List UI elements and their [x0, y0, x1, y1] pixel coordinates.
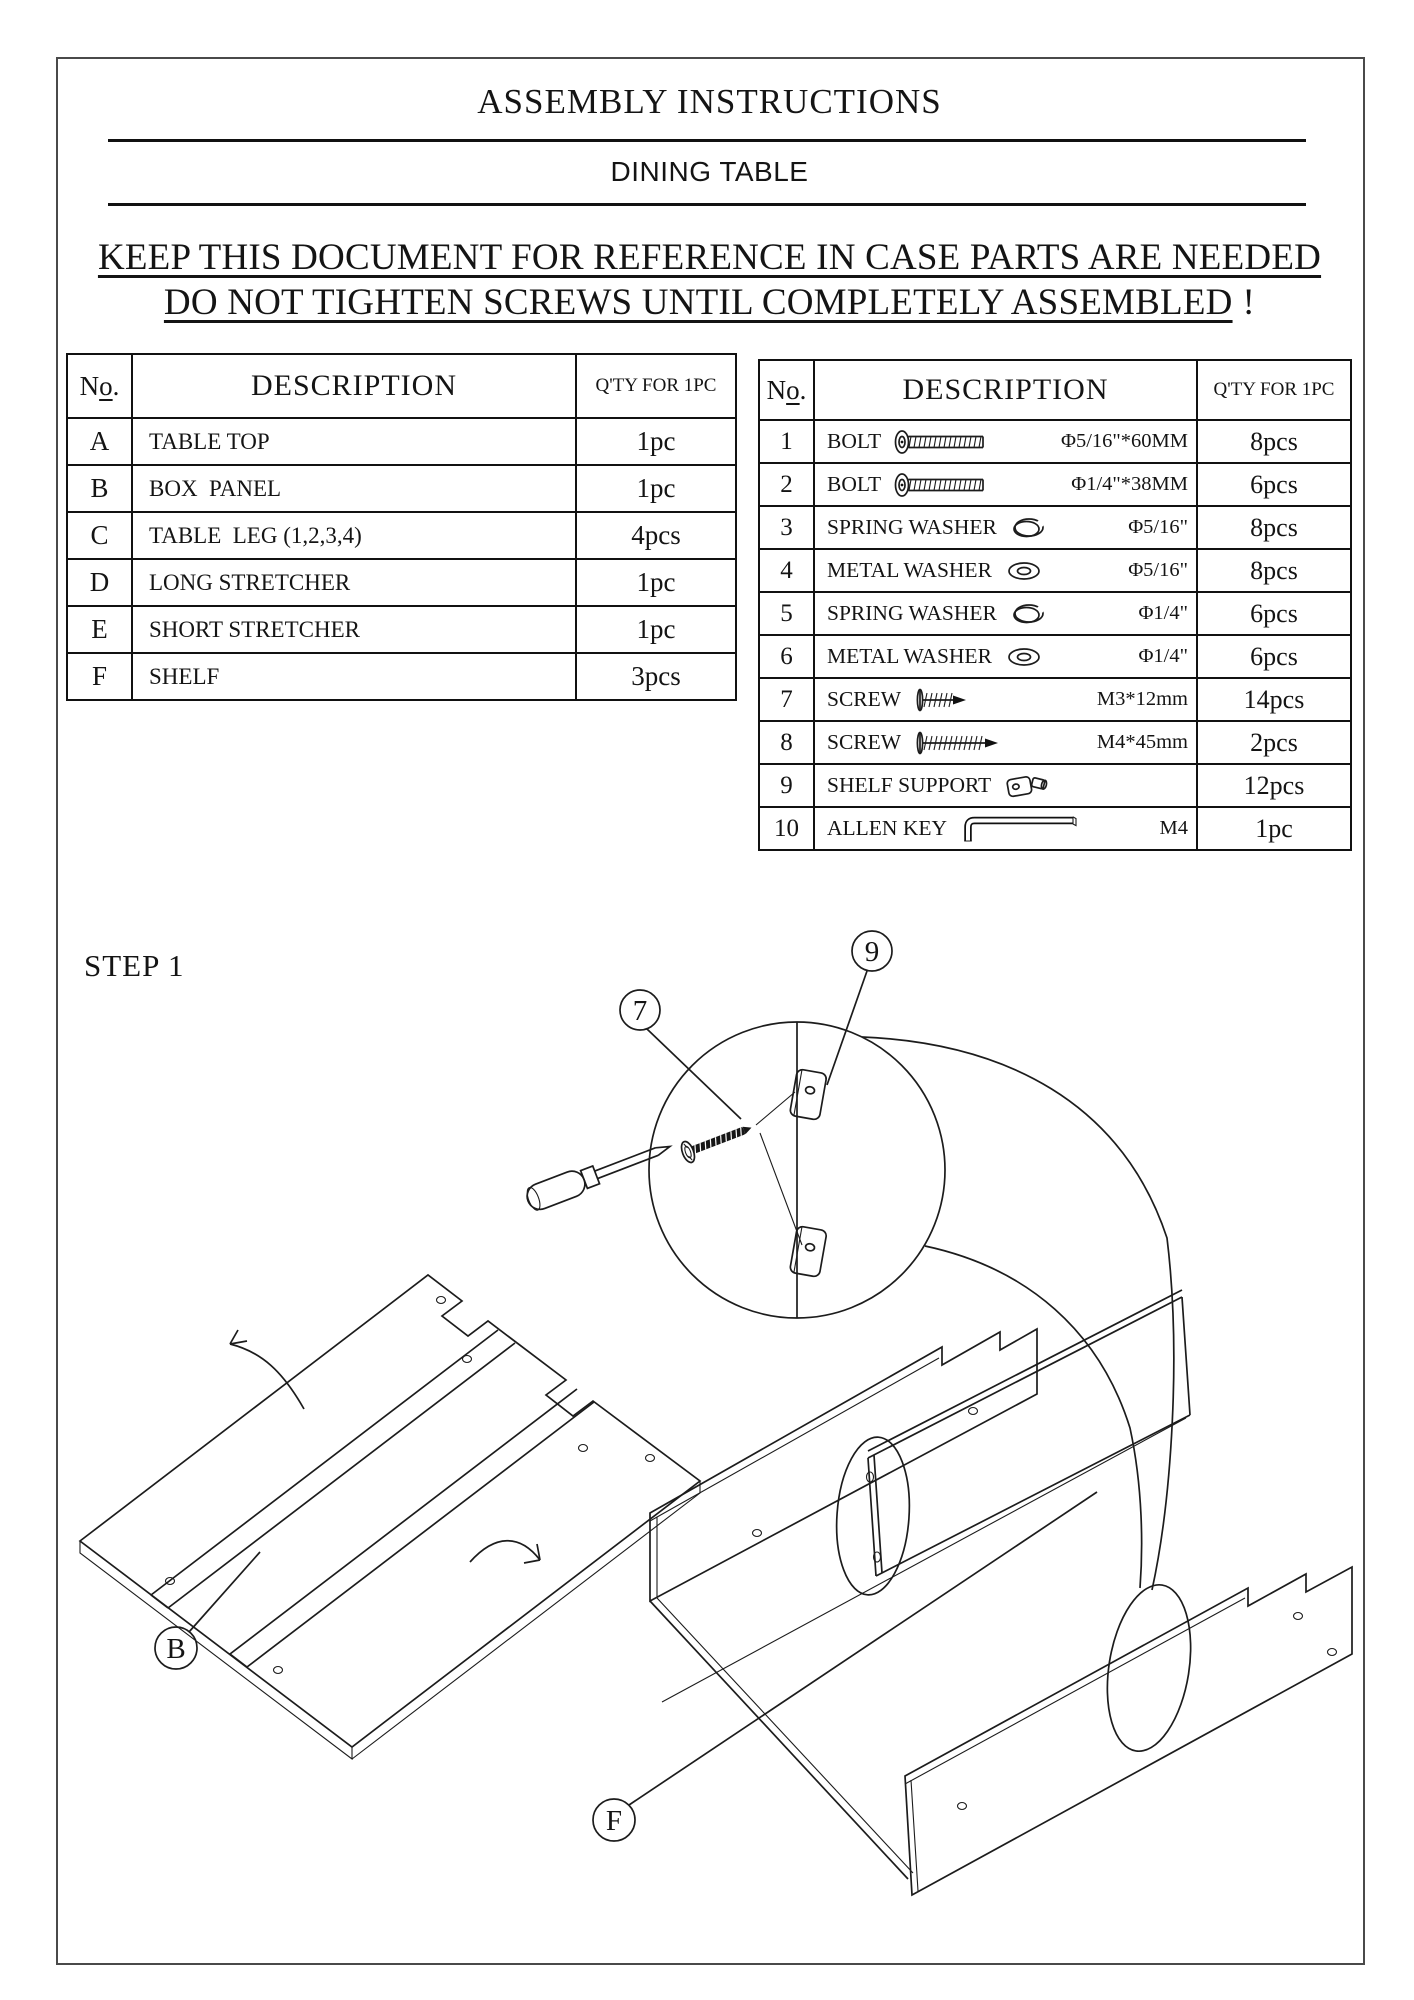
table-row: 5 SPRING WASHER Φ1/4" 6pcs — [759, 592, 1351, 635]
highlight-ellipse-right — [1096, 1579, 1201, 1757]
col-header-description: DESCRIPTION — [814, 360, 1197, 420]
callout-f-label: F — [605, 1805, 623, 1837]
callout-shelf-support — [827, 931, 892, 1085]
table-row: 6 METAL WASHER Φ1/4" 6pcs — [759, 635, 1351, 678]
col-header-no: No. — [759, 360, 814, 420]
col-header-qty: Q'TY FOR 1PC — [1197, 360, 1351, 420]
callout-screw — [620, 990, 741, 1119]
table-row: F SHELF 3pcs — [67, 653, 736, 700]
col-header-no: No. — [67, 354, 132, 418]
callout-shelf — [593, 1492, 1097, 1841]
page-subtitle: DINING TABLE — [610, 156, 809, 187]
table-row: 9 SHELF SUPPORT 12pcs — [759, 764, 1351, 807]
warning-line-1: KEEP THIS DOCUMENT FOR REFERENCE IN CASE PARTS ARE NEEDED — [97, 237, 1322, 278]
fold-arrow-icon — [470, 1541, 540, 1563]
table-row: B BOX PANEL 1pc — [67, 465, 736, 512]
warning-line-2: DO NOT TIGHTEN SCREWS UNTIL COMPLETELY ASSEMBLED ! — [163, 282, 1256, 323]
table-row: 8 SCREW M4*45mm 2pcs — [759, 721, 1351, 764]
table-row: 1 BOLT Φ5/16"*60MM 8pcs — [759, 420, 1351, 463]
col-header-qty: Q'TY FOR 1PC — [576, 354, 736, 418]
table-row: D LONG STRETCHER 1pc — [67, 559, 736, 606]
table-row: 7 SCREW M3*12mm 14pcs — [759, 678, 1351, 721]
callout-b-label: B — [166, 1633, 186, 1665]
detail-view-circle — [523, 1022, 945, 1318]
box-assembly-drawing — [650, 1290, 1352, 1895]
step-1-label: STEP 1 — [84, 948, 185, 983]
page-title: ASSEMBLY INSTRUCTIONS — [477, 82, 942, 121]
table-row: C TABLE LEG (1,2,3,4) 4pcs — [67, 512, 736, 559]
highlight-ellipse-left — [832, 1435, 915, 1598]
table-row: 4 METAL WASHER Φ5/16" 8pcs — [759, 549, 1351, 592]
col-header-description: DESCRIPTION — [132, 354, 576, 418]
screw-drawing — [679, 1117, 756, 1164]
table-row: E SHORT STRETCHER 1pc — [67, 606, 736, 653]
callout-7-label: 7 — [632, 995, 648, 1027]
callout-9-label: 9 — [864, 936, 880, 968]
table-row: 2 BOLT Φ1/4"*38MM 6pcs — [759, 463, 1351, 506]
box-panel-drawing — [80, 1275, 700, 1759]
table-row: A TABLE TOP 1pc — [67, 418, 736, 465]
table-row: 3 SPRING WASHER Φ5/16" 8pcs — [759, 506, 1351, 549]
table-row: 10 ALLEN KEY M4 1pc — [759, 807, 1351, 850]
